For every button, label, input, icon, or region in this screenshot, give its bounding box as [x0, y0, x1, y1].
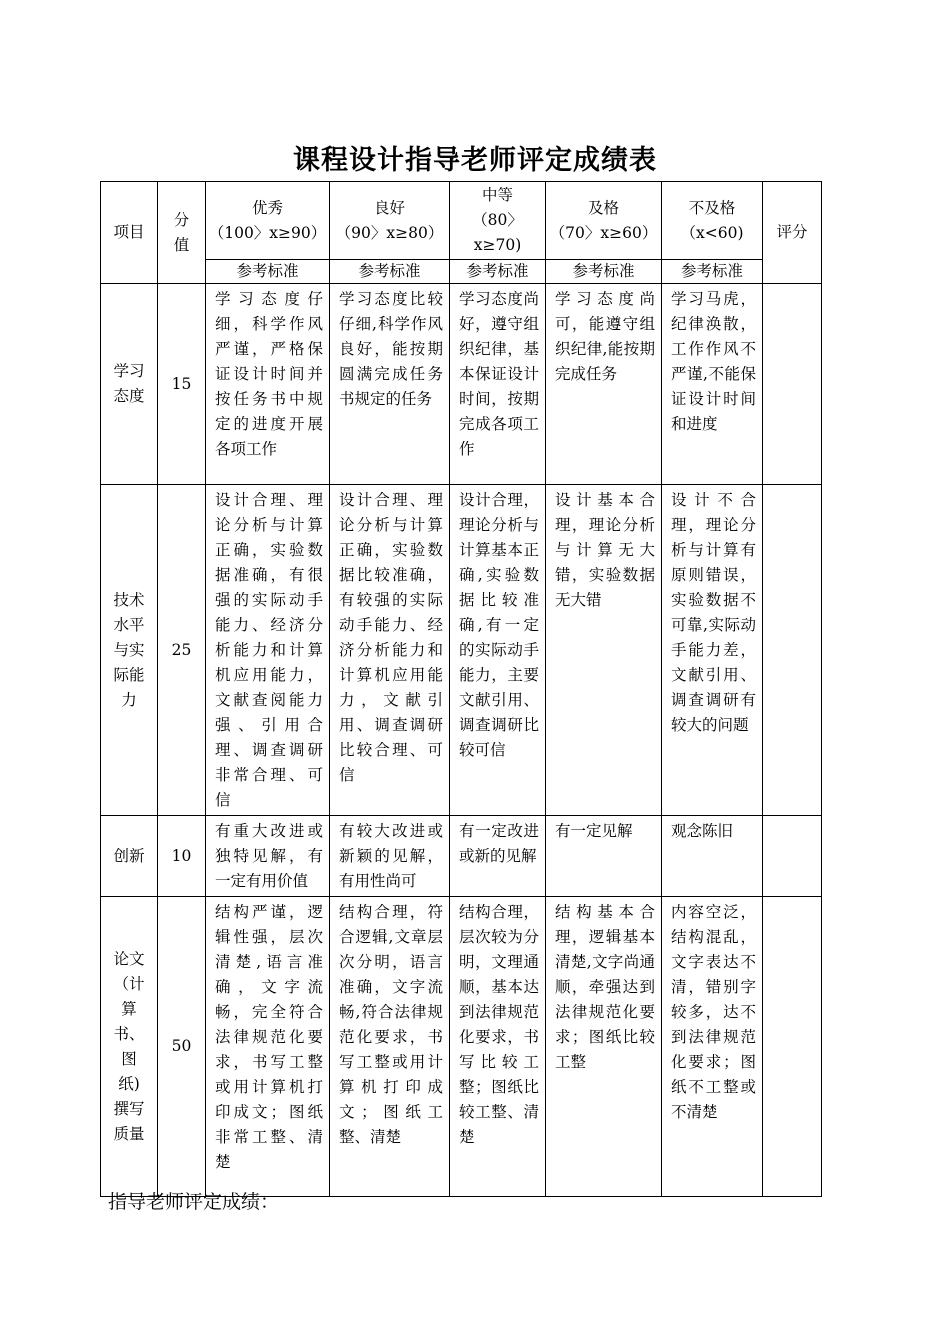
row-item: 学习态度	[101, 284, 158, 485]
header-item: 项目	[101, 182, 158, 284]
criteria-cell: 观念陈旧	[662, 816, 763, 897]
row-item: 技术水平与实际能力	[101, 485, 158, 816]
criteria-cell: 结构合理，符合逻辑,文章层次分明，语言准确，文字流畅,符合法律规范化要求，书写工整或用计算机打印成文；图纸工整、清楚	[330, 897, 450, 1197]
row-item: 创新	[101, 816, 158, 897]
criteria-cell: 设计基本合理，理论分析与计算无大错，实验数据无大错	[546, 485, 662, 816]
grading-table	[100, 181, 822, 1197]
criteria-cell: 结构合理，层次较为分明，文理通顺，基本达到法律规范化要求，书写比较工整；图纸比较工整、清楚	[450, 897, 546, 1197]
criteria-cell: 结构基本合理，逻辑基本清楚,文字尚通顺，牵强达到法律规范化要求；图纸比较工整	[546, 897, 662, 1197]
instructor-grade-label: 指导老师评定成绩：	[108, 1191, 280, 1213]
criteria-cell: 结构严谨，逻辑性强，层次清楚,语言准确，文字流畅，完全符合法律规范化要求，书写工整或用计算机打印成文；图纸非常工整、清楚	[206, 897, 330, 1197]
reference-label: 参考标准	[206, 260, 330, 284]
reference-label: 参考标准	[662, 260, 763, 284]
reference-label: 参考标准	[330, 260, 450, 284]
grade-range: （90〉x≥80）	[335, 223, 444, 242]
criteria-cell: 有一定见解	[546, 816, 662, 897]
reference-label: 参考标准	[546, 260, 662, 284]
score-cell[interactable]	[763, 816, 822, 897]
row-points: 15	[158, 284, 206, 485]
criteria-cell: 设计合理、理论分析与计算正确，实验数据准确，有很强的实际动手能力、经济分析能力和计算机应用能力，文献查阅能力强、引用合理、调查调研非常合理、可信	[206, 485, 330, 816]
criteria-cell: 设计合理、理论分析与计算正确，实验数据比较准确，有较强的实际动手能力、经济分析能力和计算机应用能力，文献引用、调查调研比较合理、可信	[330, 485, 450, 816]
grade-range: （x<60)	[680, 223, 744, 242]
criteria-cell: 有一定改进或新的见解	[450, 816, 546, 897]
criteria-cell: 设计合理，理论分析与计算基本正确,实验数据比较准确,有一定的实际动手能力，主要文献引用、调查调研比较可信	[450, 485, 546, 816]
grade-name: 优秀	[251, 198, 283, 217]
criteria-cell: 学习态度仔细，科学作风严谨，严格保证设计时间并按任务书中规定的进度开展各项工作	[206, 284, 330, 485]
criteria-cell: 有重大改进或独特见解，有一定有用价值	[206, 816, 330, 897]
table-row	[101, 816, 822, 897]
grade-name: 不及格	[688, 198, 736, 217]
grade-name: 良好	[373, 198, 405, 217]
score-cell[interactable]	[763, 284, 822, 485]
table-row	[101, 485, 822, 816]
row-item: 论文（计算书、图纸)撰写质量	[101, 897, 158, 1197]
criteria-cell: 设计不合理，理论分析与计算有原则错误，实验数据不可靠,实际动手能力差，文献引用、调查调研有较大的问题	[662, 485, 763, 816]
row-points: 25	[158, 485, 206, 816]
reference-label: 参考标准	[450, 260, 546, 284]
table-row	[101, 897, 822, 1197]
page-title: 课程设计指导老师评定成绩表	[293, 145, 657, 176]
criteria-cell: 学习马虎，纪律涣散，工作作风不严谨,不能保证设计时间和进度	[662, 284, 763, 485]
row-points: 50	[158, 897, 206, 1197]
criteria-cell: 有较大改进或新颖的见解，有用性尚可	[330, 816, 450, 897]
header-row	[101, 182, 822, 260]
criteria-cell: 内容空泛，结构混乱，文字表达不清，错别字较多，达不到法律规范化要求；图纸不工整或不清楚	[662, 897, 763, 1197]
header-points: 分值	[158, 182, 206, 284]
grade-header-excellent	[206, 182, 330, 260]
grade-range: （80〉x≥70)	[472, 211, 523, 254]
reference-row	[101, 260, 822, 284]
grade-range: （100〉x≥90）	[208, 223, 327, 242]
table-row	[101, 284, 822, 485]
score-cell[interactable]	[763, 897, 822, 1197]
header-score: 评分	[763, 182, 822, 284]
criteria-cell: 学习态度比较仔细,科学作风良好，能按期圆满完成任务书规定的任务	[330, 284, 450, 485]
score-cell[interactable]	[763, 485, 822, 816]
grade-name: 及格	[587, 198, 619, 217]
grade-header-fail	[662, 182, 763, 260]
grade-range: （70〉x≥60）	[549, 223, 658, 242]
row-points: 10	[158, 816, 206, 897]
grade-header-pass	[546, 182, 662, 260]
criteria-cell: 学习态度尚可，能遵守组织纪律,能按期完成任务	[546, 284, 662, 485]
criteria-cell: 学习态度尚好，遵守组织纪律，基本保证设计时间，按期完成各项工作	[450, 284, 546, 485]
grade-header-medium	[450, 182, 546, 260]
grade-name: 中等	[481, 186, 513, 204]
grade-header-good	[330, 182, 450, 260]
